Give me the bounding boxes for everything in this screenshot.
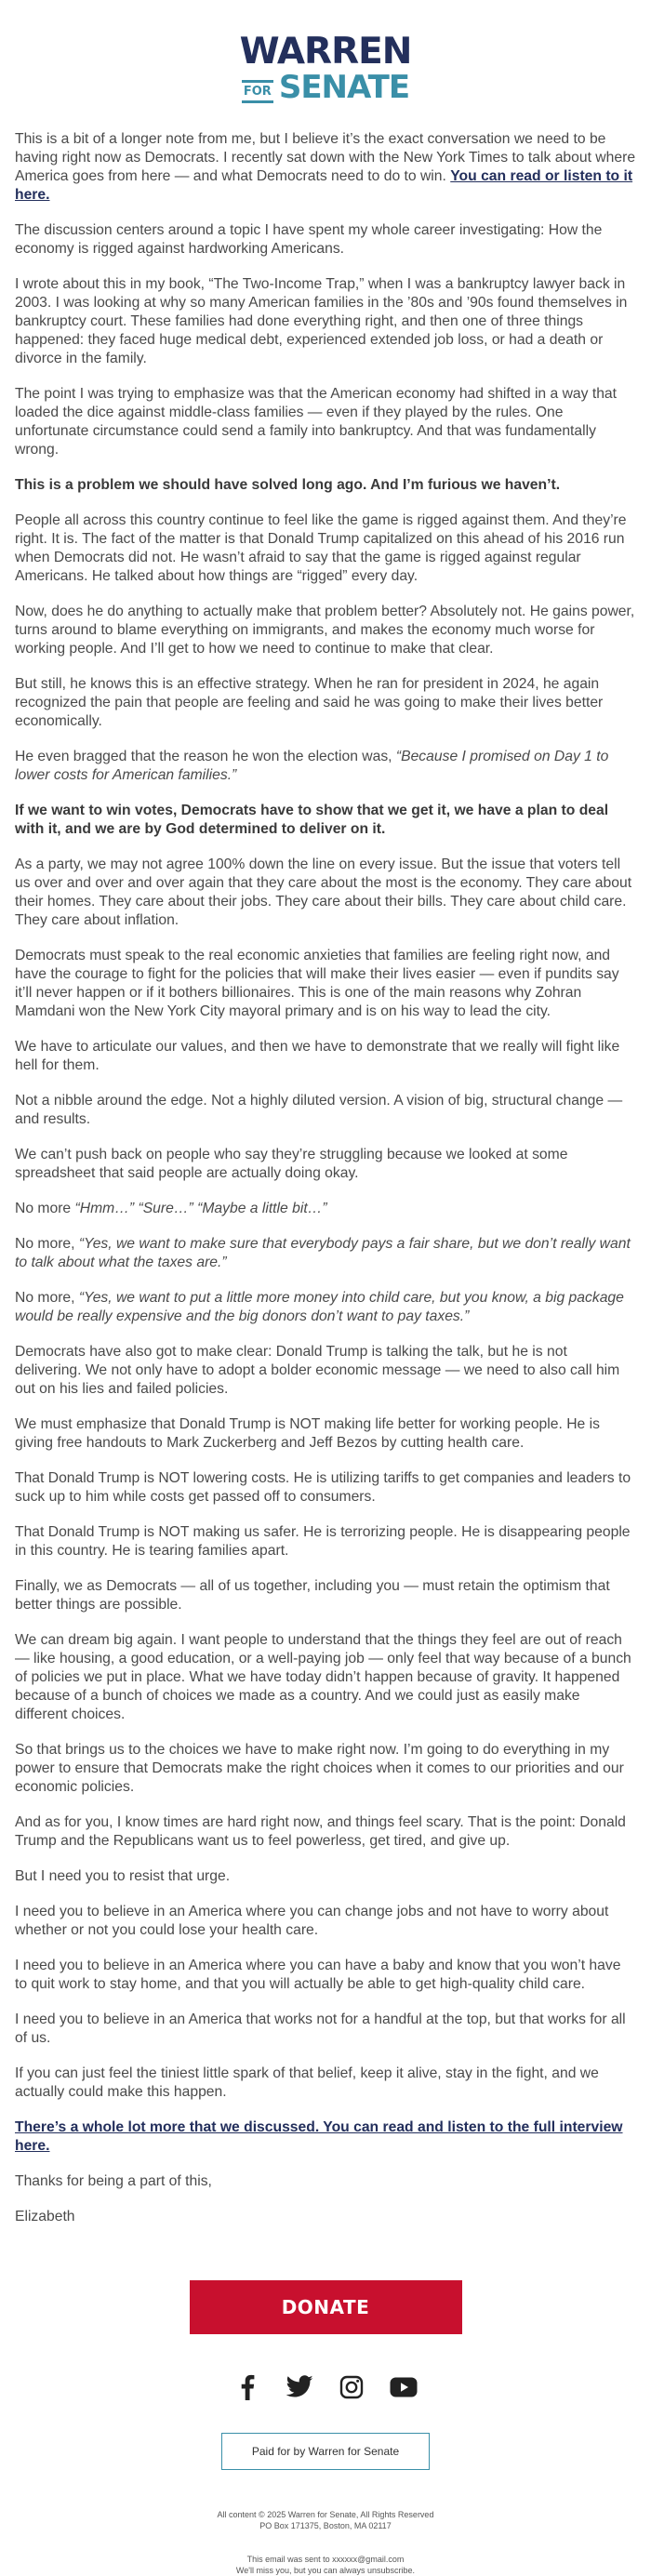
warren-for-senate-logo[interactable] bbox=[15, 0, 636, 106]
paragraph-text: We can’t push back on people who say they’re struggling because we looked at some spreadsheet that said people are actually doing okay. bbox=[15, 1147, 568, 1181]
letter-paragraph bbox=[15, 1092, 636, 1129]
paragraph-text: That Donald Trump is NOT lowering costs. He is utilizing tariffs to get companies and leaders to suck up to him while costs get passed off to consumers. bbox=[15, 1470, 631, 1505]
quote-text: “Yes, we want to make sure that everybody pays a fair share, but we don’t really want to talk about what the taxes are.” bbox=[15, 1236, 631, 1270]
letter-paragraph bbox=[15, 603, 636, 658]
letter-paragraph bbox=[15, 748, 636, 785]
interview-link[interactable]: You can read or listen to it here. bbox=[15, 168, 633, 203]
interview-link[interactable]: There’s a whole lot more that we discussed. You can read and listen to the full interview here. bbox=[15, 2119, 623, 2154]
paragraph-text: Elizabeth bbox=[15, 2209, 75, 2224]
letter-paragraph bbox=[15, 130, 636, 205]
paragraph-text: Democrats have also got to make clear: Donald Trump is talking the talk, but he is not delivering. We not only have to adopt a bolder economic message — we need to also call him out on his lies and failed policies. bbox=[15, 1344, 620, 1397]
letter-paragraph bbox=[15, 1343, 636, 1399]
unsubscribe-link[interactable]: We'll miss you, but you can always unsubscribe. bbox=[235, 2566, 416, 2575]
letter-paragraph bbox=[15, 1523, 636, 1560]
quote-text: “Yes, we want to put a little more money into child care, but you know, a big package would be really expensive and the big donors don’t want to pay taxes.” bbox=[15, 1290, 624, 1324]
email-footer bbox=[218, 2509, 434, 2576]
letter-paragraph bbox=[15, 1957, 636, 1994]
letter-paragraph bbox=[15, 675, 636, 731]
letter-paragraph bbox=[15, 1903, 636, 1940]
letter-paragraph bbox=[15, 2208, 636, 2226]
paragraph-text: Finally, we as Democrats — all of us together, including you — must retain the optimism that better things are possible. bbox=[15, 1578, 610, 1613]
sent-to-notice: This email was sent to xxxxxx@gmail.com bbox=[246, 2555, 405, 2564]
paragraph-text: We can dream big again. I want people to understand that the things they feel are out of reach — like housing, a good education, or a well-paying job — only feel that way because of a bunch of policies we put in place. What we have today didn’t happen because of gravity. It happened because of a bunch of choices we made as a country. And we could just as easily make different choices. bbox=[15, 1632, 631, 1722]
social-links bbox=[232, 2371, 419, 2403]
paragraph-text: But still, he knows this is an effective strategy. When he ran for president in 2024, he again recognized the pain that people are feeling and said he was going to make their lives better economically. bbox=[15, 676, 604, 729]
paragraph-text: But I need you to resist that urge. bbox=[15, 1868, 231, 1884]
paragraph-text: This is a bit of a longer note from me, but I believe it’s the exact conversation we need to be having right now as Democrats. I recently sat down with the New York Times to talk about where America goes from here — and what Democrats need to do to win. bbox=[15, 131, 636, 184]
letter-paragraph bbox=[15, 802, 636, 839]
paragraph-text: People all across this country continue to feel like the game is rigged against them. And they’re right. It is. The fact of the matter is that Donald Trump capitalized on this ahead of his 2016 run when Democrats did not. He wasn’t afraid to say that the game is rigged against regular Americans. He talked about how things are “rigged” every day. bbox=[15, 512, 627, 584]
letter-paragraph bbox=[15, 2118, 636, 2156]
copyright-text: All content © 2025 Warren for Senate, All Rights Reserved bbox=[217, 2510, 434, 2519]
paid-for-disclaimer: Paid for by Warren for Senate bbox=[221, 2433, 430, 2470]
footer-actions bbox=[15, 2243, 636, 2576]
letter-paragraph bbox=[15, 856, 636, 930]
paragraph-text: No more, bbox=[15, 1236, 79, 1252]
youtube-icon[interactable] bbox=[388, 2371, 419, 2403]
letter-paragraph bbox=[15, 1577, 636, 1614]
logo-senate-text: SENATE bbox=[278, 68, 410, 106]
paragraph-text: Now, does he do anything to actually make that problem better? Absolutely not. He gains power, turns around to blame everything on immigrants, and makes the economy much worse for working people. And I’ll get to how we need to continue to make that clear. bbox=[15, 604, 635, 657]
letter-paragraph bbox=[15, 1146, 636, 1183]
paragraph-text: If you can just feel the tiniest little spark of that belief, keep it alive, stay in the fight, and we actually could make this happen. bbox=[15, 2065, 599, 2100]
letter-paragraph bbox=[15, 1038, 636, 1075]
letter-paragraph bbox=[15, 1235, 636, 1272]
letter-paragraph bbox=[15, 1289, 636, 1326]
paragraph-text: No more, bbox=[15, 1290, 79, 1306]
paragraph-text: We must emphasize that Donald Trump is NOT making life better for working people. He is giving free handouts to Mark Zuckerberg and Jeff Bezos by cutting health care. bbox=[15, 1416, 600, 1451]
letter-paragraph bbox=[15, 2172, 636, 2191]
paragraph-text: I need you to believe in an America where you can change jobs and not have to worry about whether or not you could lose your health care. bbox=[15, 1904, 609, 1938]
letter-paragraph bbox=[15, 476, 636, 495]
letter-paragraph bbox=[15, 1631, 636, 1724]
letter-paragraph bbox=[15, 275, 636, 368]
quote-text: “Because I promised on Day 1 to lower costs for American families.” bbox=[15, 749, 609, 783]
paragraph-text: This is a problem we should have solved long ago. And I’m furious we haven’t. bbox=[15, 477, 561, 493]
twitter-icon[interactable] bbox=[284, 2371, 315, 2403]
letter-paragraph bbox=[15, 947, 636, 1021]
paragraph-text: No more bbox=[15, 1201, 75, 1216]
letter-paragraph bbox=[15, 1415, 636, 1453]
letter-paragraph bbox=[15, 1741, 636, 1797]
paragraph-text: That Donald Trump is NOT making us safer. He is terrorizing people. He is disappearing people in this country. He is tearing families apart. bbox=[15, 1524, 631, 1559]
letter-paragraph bbox=[15, 385, 636, 459]
paragraph-text: He even bragged that the reason he won the election was, bbox=[15, 749, 396, 764]
paragraph-text: We have to articulate our values, and then we have to demonstrate that we really will fight like hell for them. bbox=[15, 1039, 620, 1073]
letter-paragraph bbox=[15, 1200, 636, 1218]
mailing-address: PO Box 171375, Boston, MA 02117 bbox=[259, 2521, 392, 2530]
letter-paragraph bbox=[15, 2011, 636, 2048]
logo-for-text: FOR bbox=[242, 80, 273, 103]
letter-paragraph bbox=[15, 1813, 636, 1851]
paragraph-text: I wrote about this in my book, “The Two-Income Trap,” when I was a bankruptcy lawyer back in 2003. I was looking at why so many American families in the ’80s and ’90s found themselves in bankruptcy court. These families had done everything right, and then one of three things happened: they faced huge medical debt, experienced extended job loss, or had a death or divorce in the family. bbox=[15, 276, 628, 366]
facebook-icon[interactable] bbox=[232, 2371, 263, 2403]
paragraph-text: As a party, we may not agree 100% down the line on every issue. But the issue that voters tell us over and over and over again that they care about the most is the economy. They care about their homes. They care about their jobs. They care about their bills. They care about child care. They care about inflation. bbox=[15, 856, 632, 928]
quote-text: “Hmm…” “Sure…” “Maybe a little bit…” bbox=[74, 1201, 327, 1216]
letter-paragraph bbox=[15, 1867, 636, 1886]
paragraph-text: I need you to believe in an America that works not for a handful at the top, but that works for all of us. bbox=[15, 2012, 626, 2046]
paragraph-text: The discussion centers around a topic I have spent my whole career investigating: How the economy is rigged against hardworking Americans. bbox=[15, 222, 603, 257]
paragraph-text: And as for you, I know times are hard right now, and things feel scary. That is the point: Donald Trump and the Republicans want us to feel powerless, get tired, and give up. bbox=[15, 1814, 626, 1849]
paragraph-text: The point I was trying to emphasize was that the American economy had shifted in a way that loaded the dice against middle-class families — even if they played by the rules. One unfortunate circumstance could send a family into bankruptcy. And that was fundamentally wrong. bbox=[15, 386, 618, 458]
letter-paragraph bbox=[15, 1469, 636, 1507]
letter-paragraph bbox=[15, 221, 636, 259]
instagram-icon[interactable] bbox=[336, 2371, 367, 2403]
paragraph-text: I need you to believe in an America where you can have a baby and know that you won’t have to quit work to stay home, and that you will actually be able to get high-quality child care. bbox=[15, 1958, 621, 1992]
logo-warren-text: WARREN bbox=[239, 30, 412, 73]
donate-button[interactable]: DONATE bbox=[190, 2280, 462, 2334]
letter-paragraph bbox=[15, 2065, 636, 2102]
paragraph-text: Democrats must speak to the real economic anxieties that families are feeling right now, and have the courage to fight for the policies that will make their lives easier — even if pundits say it’ll never happen or if it bothers billionaires. This is one of the main reasons why Zohran Mamdani won the New York City mayoral primary and is on his way to lead the city. bbox=[15, 948, 619, 1019]
paragraph-text: So that brings us to the choices we have to make right now. I’m going to do everything in my power to ensure that Democrats make the right choices when it comes to our priorities and our economic policies. bbox=[15, 1742, 624, 1795]
paragraph-text: If we want to win votes, Democrats have to show that we get it, we have a plan to deal with it, and we are by God determined to deliver on it. bbox=[15, 803, 609, 837]
letter-paragraph bbox=[15, 511, 636, 586]
paragraph-text: Thanks for being a part of this, bbox=[15, 2173, 212, 2189]
letter-content bbox=[15, 102, 636, 2226]
paragraph-text: Not a nibble around the edge. Not a highly diluted version. A vision of big, structural change — and results. bbox=[15, 1093, 623, 1127]
